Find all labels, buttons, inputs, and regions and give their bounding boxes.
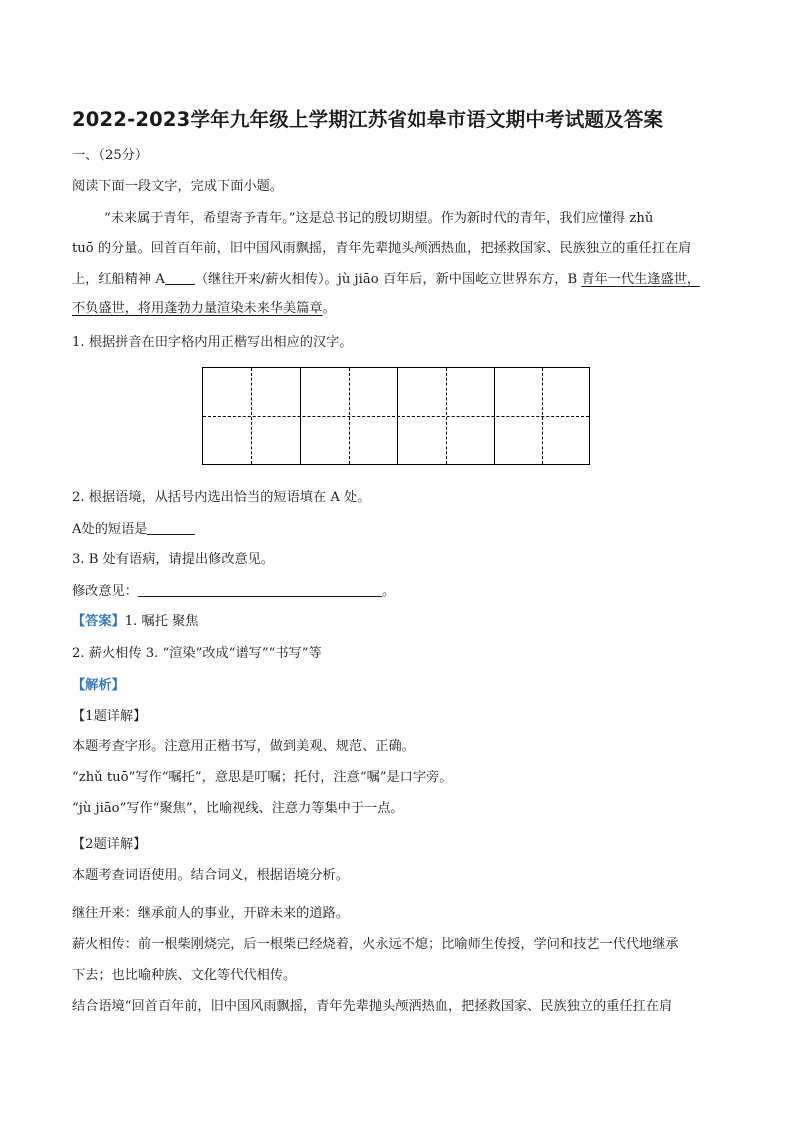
- grid-vertical-guide: [349, 368, 350, 464]
- grid-vertical-guide: [446, 368, 447, 464]
- question-3-answer-line: [72, 582, 395, 601]
- grid-cell: [203, 368, 300, 464]
- instruction: 阅读下面一段文字，完成下面小题。: [72, 179, 283, 194]
- tianzige-grid: [202, 367, 590, 465]
- detail-2-line: 本题考查词语使用。结合词义，根据语境分析。: [72, 868, 349, 883]
- question-2: 2. 根据语境，从括号内选出恰当的短语填在 A 处。: [72, 490, 371, 505]
- sentence-b-part-2: 不负盛世，将用蓬勃力量渲染未来华美篇章: [72, 301, 323, 316]
- grid-vertical-guide: [542, 368, 543, 464]
- detail-1-tag: 【1题详解】: [72, 709, 147, 724]
- passage-line-3-middle: （继往开来/薪火相传）。jù jiāo 百年后，新中国屹立世界东方，B: [194, 272, 582, 287]
- passage-line-3: [72, 270, 700, 289]
- page-title: 2022-2023学年九年级上学期江苏省如皋市语文期中考试题及答案: [72, 108, 664, 131]
- section-header: 一、（25分）: [72, 148, 149, 163]
- grid-cell: [397, 368, 494, 464]
- answer-line-2: 2. 薪火相传 3. “渲染”改成“谱写”“书写”等: [72, 646, 322, 661]
- answer-tag: 【答案】: [72, 614, 125, 629]
- detail-1-line: “jù jiāo”写作“聚焦”，比喻视线、注意力等集中于一点。: [72, 801, 404, 816]
- grid-cell: [494, 368, 588, 464]
- detail-1-line: “zhǔ tuō”写作“嘱托”，意思是叮嘱；托付，注意“嘱”是口字旁。: [72, 770, 453, 785]
- question-3-answer-label: 修改意见：: [72, 584, 138, 599]
- question-3: 3. B 处有语病，请提出修改意见。: [72, 552, 275, 567]
- passage-line-3-start: 上，红船精神 A: [72, 272, 165, 287]
- detail-1-line: 本题考查字形。注意用正楷书写，做到美观、规范、正确。: [72, 739, 415, 754]
- analysis-tag: 【解析】: [72, 678, 125, 693]
- question-3-answer-end: 。: [381, 584, 396, 599]
- sentence-b-part-1: 青年一代生逢盛世，: [581, 272, 701, 287]
- answer-line-1: [72, 613, 198, 631]
- answer-text-1: 1. 嘱托 聚焦: [124, 614, 199, 629]
- passage-line-4-end: 。: [322, 301, 336, 316]
- detail-2-line: 下去；也比喻种族、文化等代代相传。: [72, 968, 297, 983]
- passage-line-1: “未来属于青年，希望寄予青年。”这是总书记的殷切期望。作为新时代的青年，我们应懂得 zhǔ: [104, 211, 654, 226]
- detail-2-tag: 【2题详解】: [72, 837, 147, 852]
- answer-blank-b: [138, 582, 382, 597]
- question-2-answer-line: [72, 520, 195, 539]
- blank-a: [165, 270, 195, 285]
- passage-line-4: [72, 300, 336, 318]
- detail-2-line: 结合语境“回首百年前，旧中国风雨飘摇，青年先辈抛头颅洒热血，把拯救国家、民族独立的重任扛在肩: [72, 999, 673, 1014]
- question-2-answer-label: A处的短语是: [72, 522, 148, 537]
- grid-vertical-guide: [251, 368, 252, 464]
- grid-cell: [300, 368, 397, 464]
- detail-2-line: 薪火相传：前一根柴刚烧完，后一根柴已经烧着，火永远不熄；比喻师生传授，学问和技艺一代代地继承: [72, 937, 679, 952]
- passage-line-2: tuō 的分量。回首百年前，旧中国风雨飘摇，青年先辈抛头颅洒热血，把拯救国家、民族独立的重任扛在肩: [72, 241, 692, 256]
- answer-blank-a: [147, 520, 195, 535]
- question-1: 1. 根据拼音在田字格内用正楷写出相应的汉字。: [72, 335, 353, 350]
- detail-2-line: 继往开来：继承前人的事业，开辟未来的道路。: [72, 906, 349, 921]
